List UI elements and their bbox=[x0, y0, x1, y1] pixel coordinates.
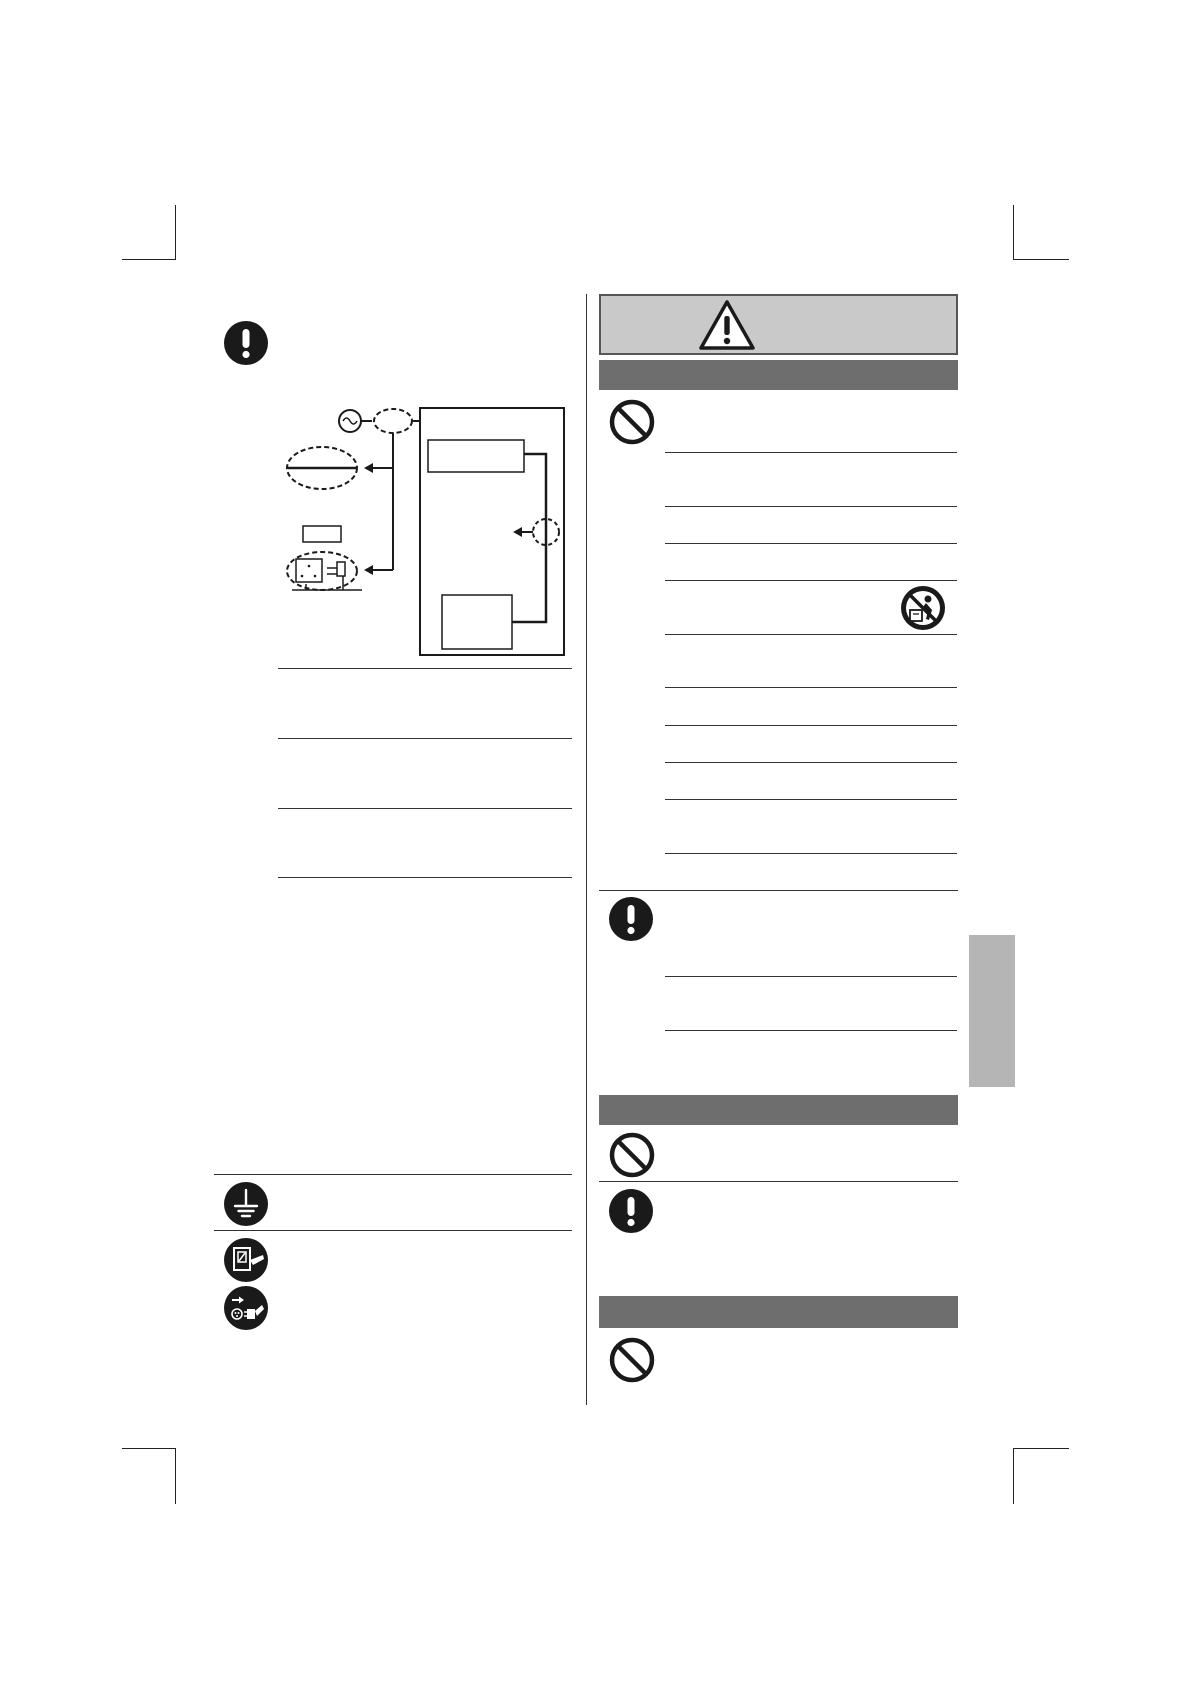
no-climbing-icon bbox=[899, 584, 947, 632]
crop-mark-top-left-horizontal bbox=[122, 259, 176, 260]
right-rule-7 bbox=[665, 725, 957, 726]
warning-banner bbox=[599, 294, 958, 355]
prohibited-icon-2 bbox=[608, 1131, 656, 1179]
crop-mark-bottom-left-vertical bbox=[175, 1448, 176, 1504]
left-rule-3 bbox=[278, 808, 572, 809]
right-rule-13 bbox=[665, 1030, 957, 1031]
switch-off-icon bbox=[223, 1237, 269, 1283]
crop-mark-top-right-horizontal bbox=[1013, 259, 1069, 260]
right-rule-8 bbox=[665, 762, 957, 763]
right-rule-9 bbox=[665, 799, 957, 800]
left-rule-5 bbox=[214, 1174, 572, 1175]
prohibited-icon bbox=[608, 398, 656, 446]
section-bar-2 bbox=[599, 1095, 958, 1125]
wiring-diagram bbox=[280, 400, 570, 665]
right-rule-6 bbox=[665, 687, 957, 688]
side-thumb-tab bbox=[969, 935, 1015, 1087]
column-divider bbox=[586, 294, 587, 1405]
exclamation-icon bbox=[223, 320, 269, 366]
crop-mark-bottom-right-horizontal bbox=[1013, 1448, 1069, 1449]
section-bar-3 bbox=[599, 1296, 958, 1328]
unplug-icon bbox=[223, 1285, 269, 1331]
right-rule-11 bbox=[599, 890, 958, 891]
crop-mark-top-right-vertical bbox=[1013, 205, 1014, 260]
right-rule-3 bbox=[665, 543, 957, 544]
right-rule-14 bbox=[599, 1181, 958, 1182]
right-rule-1 bbox=[665, 452, 957, 453]
left-rule-1 bbox=[278, 668, 572, 669]
section-bar-1 bbox=[599, 360, 958, 390]
left-rule-2 bbox=[278, 738, 572, 739]
crop-mark-bottom-left-horizontal bbox=[122, 1448, 176, 1449]
exclamation-icon-3 bbox=[608, 1188, 654, 1234]
right-rule-5 bbox=[665, 634, 957, 635]
left-rule-4 bbox=[278, 877, 572, 878]
left-rule-6 bbox=[214, 1230, 572, 1231]
right-rule-10 bbox=[665, 853, 957, 854]
right-rule-4 bbox=[665, 580, 957, 581]
right-rule-12 bbox=[665, 976, 957, 977]
crop-mark-top-left-vertical bbox=[175, 205, 176, 260]
crop-mark-bottom-right-vertical bbox=[1013, 1448, 1014, 1504]
right-rule-2 bbox=[665, 506, 957, 507]
exclamation-icon-2 bbox=[608, 896, 654, 942]
warning-triangle-icon bbox=[698, 299, 756, 351]
earth-ground-icon bbox=[223, 1181, 269, 1227]
prohibited-icon-3 bbox=[608, 1336, 656, 1384]
